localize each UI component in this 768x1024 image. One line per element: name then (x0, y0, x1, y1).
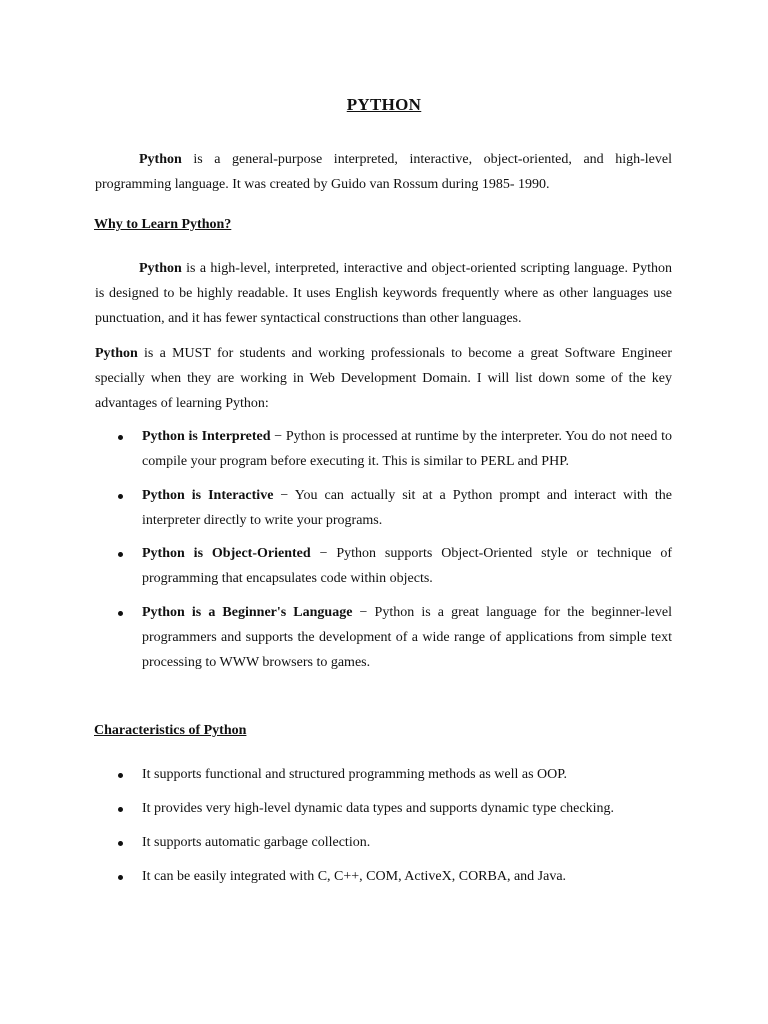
bullet-icon (118, 773, 123, 778)
why-paragraph-2 (95, 341, 672, 416)
characteristics-heading: Characteristics of Python (94, 723, 247, 738)
advantage-text: − Python supports Object-Oriented style or technique of programming that encapsulates code within objects. (142, 546, 672, 586)
bullet-icon (118, 611, 123, 616)
list-item (116, 483, 672, 533)
characteristic-text: It supports automatic garbage collection. (142, 835, 371, 850)
advantage-text: − Python is a great language for the beginner-level programmers and supports the development of a wide range of applications from simple text processing to WWW browsers to games. (142, 605, 672, 670)
list-item (116, 600, 672, 675)
advantage-term: Python is Object-Oriented (142, 546, 311, 561)
advantage-text: − Python is processed at runtime by the interpreter. You do not need to compile your program before executing it. This is similar to PERL and PHP. (142, 429, 672, 469)
bullet-icon (118, 435, 123, 440)
bullet-icon (118, 807, 123, 812)
bullet-icon (118, 494, 123, 499)
why-para1-text: is a high-level, interpreted, interactive and object-oriented scripting language. Python is designed to be highly readable. It uses English keywords frequently where as other languages use punctuation, and it has fewer syntactical constructions than other languages. (95, 261, 672, 326)
why-para2-bold-term: Python (95, 346, 138, 361)
bullet-icon (118, 841, 123, 846)
list-item (116, 830, 672, 855)
intro-bold-term: Python (139, 152, 182, 167)
why-para2-text: is a MUST for students and working professionals to become a great Software Engineer specially when they are working in Web Development Domain. I will list down some of the key advantages of learning Python: (95, 346, 672, 411)
advantage-term: Python is Interpreted (142, 429, 271, 444)
why-learn-heading: Why to Learn Python? (94, 217, 232, 232)
characteristic-text: It can be easily integrated with C, C++, COM, ActiveX, CORBA, and Java. (142, 869, 567, 884)
list-item (116, 762, 672, 787)
why-para1-bold-term: Python (139, 261, 182, 276)
intro-text: is a general-purpose interpreted, interactive, object-oriented, and high-level programming language. It was created by Guido van Rossum during 1985- 1990. (95, 152, 672, 192)
intro-paragraph (95, 147, 672, 197)
list-item (116, 424, 672, 474)
bullet-icon (118, 875, 123, 880)
advantages-list (116, 424, 672, 675)
page-title: PYTHON (346, 95, 422, 114)
characteristic-text: It provides very high-level dynamic data types and supports dynamic type checking. (142, 801, 614, 816)
list-item (116, 541, 672, 591)
list-item (116, 796, 672, 821)
advantage-term: Python is Interactive (142, 488, 274, 503)
list-item (116, 864, 672, 889)
bullet-icon (118, 552, 123, 557)
advantage-term: Python is a Beginner's Language (142, 605, 353, 620)
advantage-text: − You can actually sit at a Python prompt and interact with the interpreter directly to write your programs. (142, 488, 672, 528)
why-paragraph-1 (95, 256, 672, 331)
characteristic-text: It supports functional and structured programming methods as well as OOP. (142, 767, 567, 782)
characteristics-list (116, 762, 672, 889)
